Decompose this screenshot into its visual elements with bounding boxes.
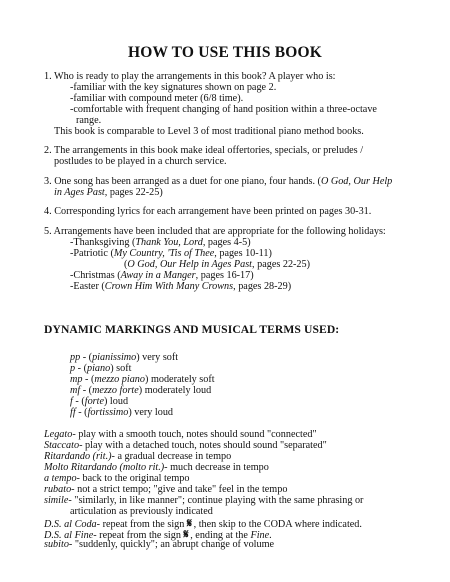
term-name: a tempo <box>44 473 77 484</box>
item-2-line-2: postludes to be played in a church service. <box>54 156 227 167</box>
term-name: D.S. al Fine <box>44 530 94 541</box>
dynamic-ff <box>70 407 173 419</box>
dynamic-abbr: p <box>70 363 76 374</box>
dynamic-term: mezzo piano <box>94 374 145 385</box>
song-pages: , pages 22-25) <box>252 259 311 270</box>
dynamic-def: ) very loud <box>128 407 174 418</box>
segno-icon: 𝄋 <box>183 527 188 541</box>
item-1-line-6: This book is comparable to Level 3 of most traditional piano method books. <box>54 126 364 137</box>
term-name: subito <box>44 539 69 550</box>
dynamic-term: fortissimo <box>87 407 129 418</box>
item-1-line-5: range. <box>76 115 102 126</box>
term-definition: - back to the original tempo <box>76 473 190 484</box>
item-1-line-1: 1. Who is ready to play the arrangements in this book? A player who is: <box>44 71 336 82</box>
dynamic-sep: - ( <box>75 363 87 374</box>
dynamic-sep: - ( <box>72 396 85 407</box>
item-3-text: 3. One song has been arranged as a duet for one piano, four hands. ( <box>44 176 321 187</box>
dynamic-def: ) soft <box>110 363 132 374</box>
term-definition: - repeat from the sign <box>96 519 187 530</box>
term-name: simile <box>44 495 69 506</box>
dynamic-abbr: mp <box>70 374 83 385</box>
term-name: rubato <box>44 484 72 495</box>
dynamic-term: pianissimo <box>92 352 137 363</box>
item-3-line-2 <box>54 187 163 199</box>
dynamic-abbr: f <box>70 396 73 407</box>
item-1-line-4: -comfortable with frequent changing of hand position within a three-octave <box>70 104 377 115</box>
term-definition: - a gradual decrease in tempo <box>111 451 232 462</box>
item-2-line-1: 2. The arrangements in this book make ideal offertories, specials, or preludes / <box>44 145 364 156</box>
item-5-line-1: 5. Arrangements have been included that are appropriate for the following holidays: <box>44 226 386 237</box>
holiday-label: -Easter ( <box>70 281 105 292</box>
dynamic-sep: - ( <box>75 407 88 418</box>
item-3-pages: pages 22-25) <box>107 187 163 198</box>
term-definition: - not a strict tempo; "give and take" feel in the tempo <box>71 484 288 495</box>
term-simile-cont: articulation as previously indicated <box>70 506 213 517</box>
dynamic-sep: - ( <box>80 352 93 363</box>
song-pages: , pages 4-5) <box>202 237 251 248</box>
term-definition: - repeat from the sign <box>93 530 184 541</box>
term-period: . <box>269 530 272 541</box>
dynamics-heading: DYNAMIC MARKINGS AND MUSICAL TERMS USED: <box>44 323 340 336</box>
dynamic-term: mezzo forte <box>92 385 139 396</box>
song-title: O God, Our Help in Ages Past <box>127 259 253 270</box>
item-1-line-3: -familiar with compound meter (6/8 time). <box>70 93 244 104</box>
dynamic-abbr: ff <box>70 407 76 418</box>
segno-icon: 𝄋 <box>186 516 192 530</box>
song-title: Thank You, Lord <box>135 237 203 248</box>
song-pages: , pages 28-29) <box>233 281 292 292</box>
term-name: Ritardando (rit.) <box>44 451 112 462</box>
holiday-label: -Thanksgiving ( <box>70 237 136 248</box>
item-1-line-2: -familiar with the key signatures shown on page 2. <box>70 82 277 93</box>
term-definition-cont: , ending at the <box>187 530 251 541</box>
dynamic-sep: - ( <box>82 374 95 385</box>
song-pages: , pages 16-17) <box>195 270 254 281</box>
fine-word: Fine <box>250 530 270 541</box>
holiday-label: -Christmas ( <box>70 270 121 281</box>
dynamic-def: ) loud <box>103 396 129 407</box>
term-name: Staccato <box>44 440 80 451</box>
dynamic-term: forte <box>84 396 104 407</box>
holiday-label: ( <box>124 259 128 270</box>
term-definition: - play with a detached touch, notes should sound "separated" <box>79 440 327 451</box>
dynamic-def: ) very soft <box>136 352 179 363</box>
song-title: My Country, 'Tis of Thee <box>113 248 215 259</box>
dynamic-abbr: pp <box>70 352 81 363</box>
holiday-easter <box>70 281 291 293</box>
term-definition: - play with a smooth touch, notes should sound "connected" <box>72 429 317 440</box>
term-definition: - "similarly, in like manner"; continue playing with the same phrasing or <box>68 495 364 506</box>
dynamic-abbr: mf <box>70 385 81 396</box>
holiday-label: -Patriotic ( <box>70 248 114 259</box>
term-definition-cont: , then skip to the CODA where indicated. <box>191 519 362 530</box>
dynamic-def: ) moderately soft <box>145 374 215 385</box>
song-pages: , pages 10-11) <box>214 248 272 259</box>
dynamic-def: ) moderately loud <box>138 385 212 396</box>
term-name: Molto Ritardando (molto rit.) <box>44 462 165 473</box>
item-3-song-title: O God, Our Help <box>320 176 393 187</box>
item-3-song-title-cont: in Ages Past, <box>54 187 108 198</box>
term-definition: - "suddenly, quickly"; an abrupt change of volume <box>68 539 275 550</box>
term-name: Legato <box>44 429 73 440</box>
term-subito <box>44 539 274 551</box>
song-title: Crown Him With Many Crowns <box>104 281 234 292</box>
song-title: Away in a Manger <box>120 270 196 281</box>
term-name: D.S. al Coda <box>44 519 97 530</box>
dynamic-term: piano <box>86 363 111 374</box>
page-title: HOW TO USE THIS BOOK <box>127 44 323 61</box>
dynamic-sep: - ( <box>80 385 93 396</box>
term-definition: - much decrease in tempo <box>164 462 269 473</box>
item-4-line: 4. Corresponding lyrics for each arrangement have been printed on pages 30-31. <box>44 206 372 217</box>
